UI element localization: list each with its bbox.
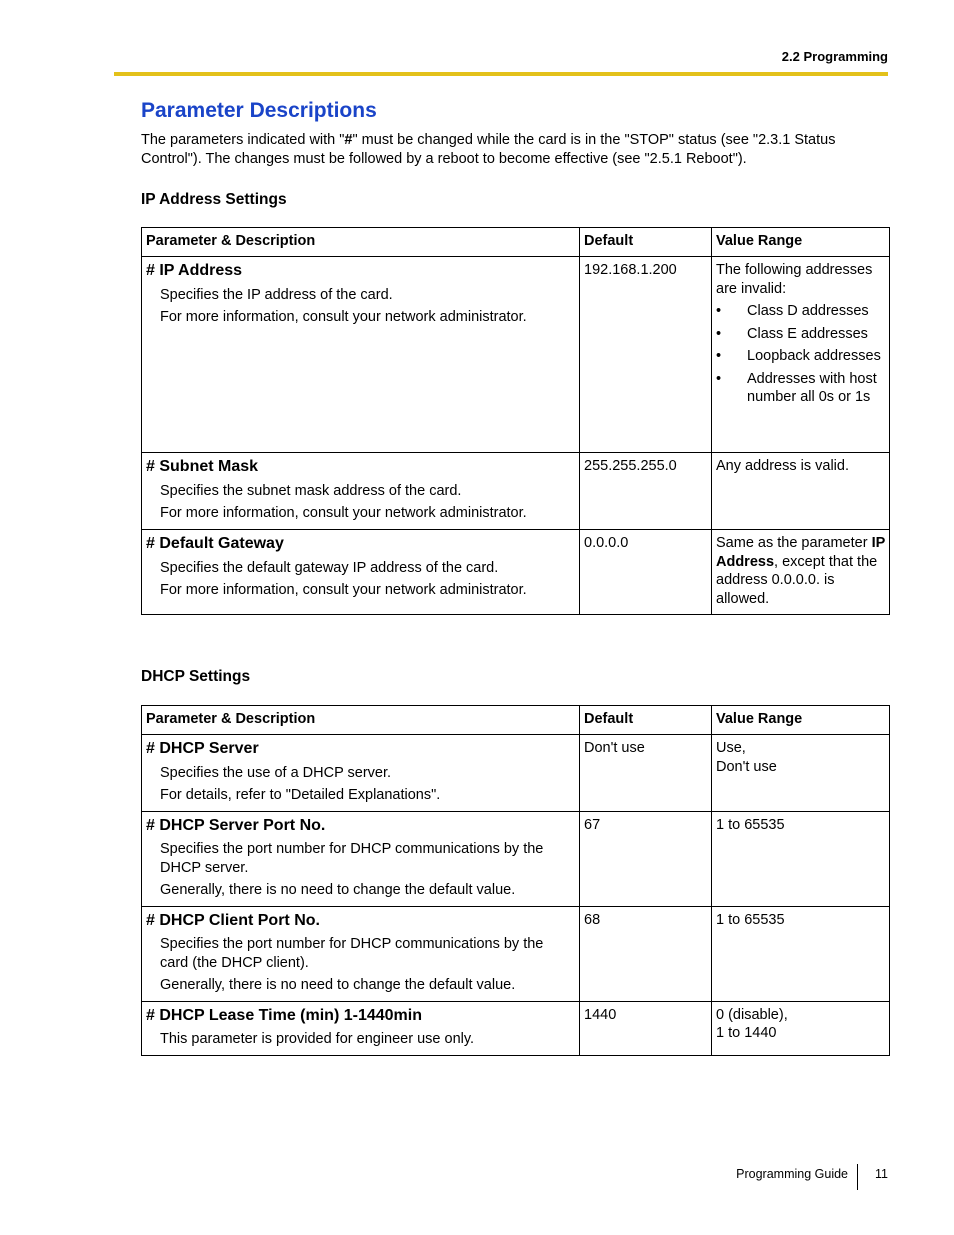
param-cell: [142, 735, 580, 812]
column-header: Value Range: [712, 706, 890, 735]
table-header-row: [142, 228, 890, 257]
table-row: [142, 906, 890, 1001]
param-description: For details, refer to "Detailed Explanations".: [160, 787, 441, 803]
hash-marker: #: [146, 262, 155, 279]
default-cell: 1440: [580, 1001, 712, 1055]
bullet-icon: •: [716, 325, 722, 342]
table-header-row: [142, 706, 890, 735]
table-row: [142, 257, 890, 453]
footer-guide-title: Programming Guide: [736, 1167, 848, 1181]
range-cell: 1 to 65535: [712, 811, 890, 906]
param-cell: [142, 811, 580, 906]
bullet-icon: •: [716, 348, 722, 364]
list-item: [716, 370, 885, 407]
page-number: 11: [875, 1167, 888, 1181]
dhcp-settings-table: [141, 705, 890, 1056]
param-cell: [142, 530, 580, 615]
range-text-bold: IP Address: [716, 535, 886, 570]
range-line: 1 to 1440: [716, 1025, 777, 1041]
default-cell: 67: [580, 811, 712, 906]
hash-marker: #: [146, 535, 155, 552]
hash-marker: #: [146, 458, 155, 475]
list-item-text: Class E addresses: [747, 325, 868, 342]
param-description: Specifies the IP address of the card.: [160, 286, 393, 303]
list-item-text: Loopback addresses: [747, 348, 881, 364]
list-item-text: Addresses with host number all 0s or 1s: [747, 370, 877, 405]
param-name-text: Default Gateway: [159, 535, 284, 552]
param-name-text: DHCP Server: [159, 740, 259, 757]
table-row: [142, 1001, 890, 1055]
param-description: Specifies the port number for DHCP communications by the card (the DHCP client).: [160, 936, 544, 971]
default-cell: 0.0.0.0: [580, 530, 712, 615]
intro-hash: #: [344, 132, 353, 148]
param-name: [146, 740, 575, 759]
default-cell: 68: [580, 906, 712, 1001]
range-line: Use,: [716, 740, 746, 756]
range-text: , except that the address 0.0.0.0. is allowed.: [716, 553, 878, 607]
range-cell: [712, 257, 890, 453]
range-text: Same as the parameter: [716, 535, 872, 551]
param-description: For more information, consult your network administrator.: [160, 309, 527, 325]
column-header: Default: [580, 228, 712, 257]
column-header: Parameter & Description: [142, 706, 580, 735]
param-cell: [142, 257, 580, 453]
param-description: Specifies the default gateway IP address of the card.: [160, 559, 499, 576]
page-title: Parameter Descriptions: [141, 99, 377, 122]
invalid-address-list: [716, 302, 885, 407]
range-line: Don't use: [716, 758, 777, 775]
param-name: [146, 262, 575, 281]
param-description: Specifies the use of a DHCP server.: [160, 764, 392, 781]
dhcp-section-heading: DHCP Settings: [141, 668, 251, 685]
range-cell: 1 to 65535: [712, 906, 890, 1001]
column-header: Parameter & Description: [142, 228, 580, 257]
table-row: [142, 530, 890, 615]
list-item: [716, 325, 885, 344]
header-divider: [114, 72, 888, 76]
running-header: 2.2 Programming: [781, 49, 888, 64]
param-name: [146, 1007, 575, 1026]
range-cell: [712, 530, 890, 615]
param-description: Specifies the port number for DHCP communications by the DHCP server.: [160, 841, 544, 876]
range-cell: [712, 1001, 890, 1055]
param-cell: [142, 1001, 580, 1055]
param-name-text: Subnet Mask: [159, 458, 259, 475]
param-name: [146, 458, 575, 477]
param-description: For more information, consult your network administrator.: [160, 582, 527, 598]
param-cell: [142, 453, 580, 530]
range-cell: Any address is valid.: [712, 453, 890, 530]
table-row: [142, 453, 890, 530]
list-item-text: Class D addresses: [747, 303, 869, 319]
hash-marker: #: [146, 911, 155, 929]
param-description: Generally, there is no need to change the default value.: [160, 882, 516, 898]
default-cell: Don't use: [580, 735, 712, 812]
default-cell: 255.255.255.0: [580, 453, 712, 530]
list-item: [716, 302, 885, 321]
range-intro: The following addresses are invalid:: [716, 262, 873, 297]
table-row: [142, 735, 890, 812]
list-item: [716, 347, 885, 366]
intro-text-2: " must be changed while the card is in the "STOP" status (see "2.3.1 Status Control"). The changes must be followed by a reboot to become effective (see "2.5.1 Reboot").: [141, 132, 836, 167]
param-name: [146, 817, 575, 836]
hash-marker: #: [146, 1006, 155, 1024]
bullet-icon: •: [716, 303, 722, 319]
param-name-text: DHCP Lease Time (min) 1-1440min: [159, 1006, 422, 1024]
param-description: For more information, consult your network administrator.: [160, 505, 527, 521]
param-name-text: IP Address: [159, 262, 243, 279]
range-cell: [712, 735, 890, 812]
intro-paragraph: [141, 131, 891, 169]
hash-marker: #: [146, 816, 155, 834]
table-row: [142, 811, 890, 906]
ip-section-heading: IP Address Settings: [141, 191, 287, 208]
param-name: [146, 912, 575, 931]
param-description: This parameter is provided for engineer use only.: [160, 1031, 475, 1047]
ip-settings-table: [141, 227, 890, 615]
column-header: Default: [580, 706, 712, 735]
param-name-text: DHCP Server Port No.: [159, 816, 326, 834]
param-name-text: DHCP Client Port No.: [159, 911, 320, 929]
hash-marker: #: [146, 740, 155, 757]
bullet-icon: •: [716, 370, 722, 387]
param-description: Generally, there is no need to change the default value.: [160, 977, 516, 993]
param-cell: [142, 906, 580, 1001]
footer-divider: [857, 1164, 858, 1190]
range-line: 0 (disable),: [716, 1006, 788, 1023]
param-description: Specifies the subnet mask address of the card.: [160, 482, 462, 499]
default-cell: 192.168.1.200: [580, 257, 712, 453]
param-name: [146, 535, 575, 554]
intro-text-1: The parameters indicated with ": [141, 132, 345, 148]
column-header: Value Range: [712, 228, 890, 257]
